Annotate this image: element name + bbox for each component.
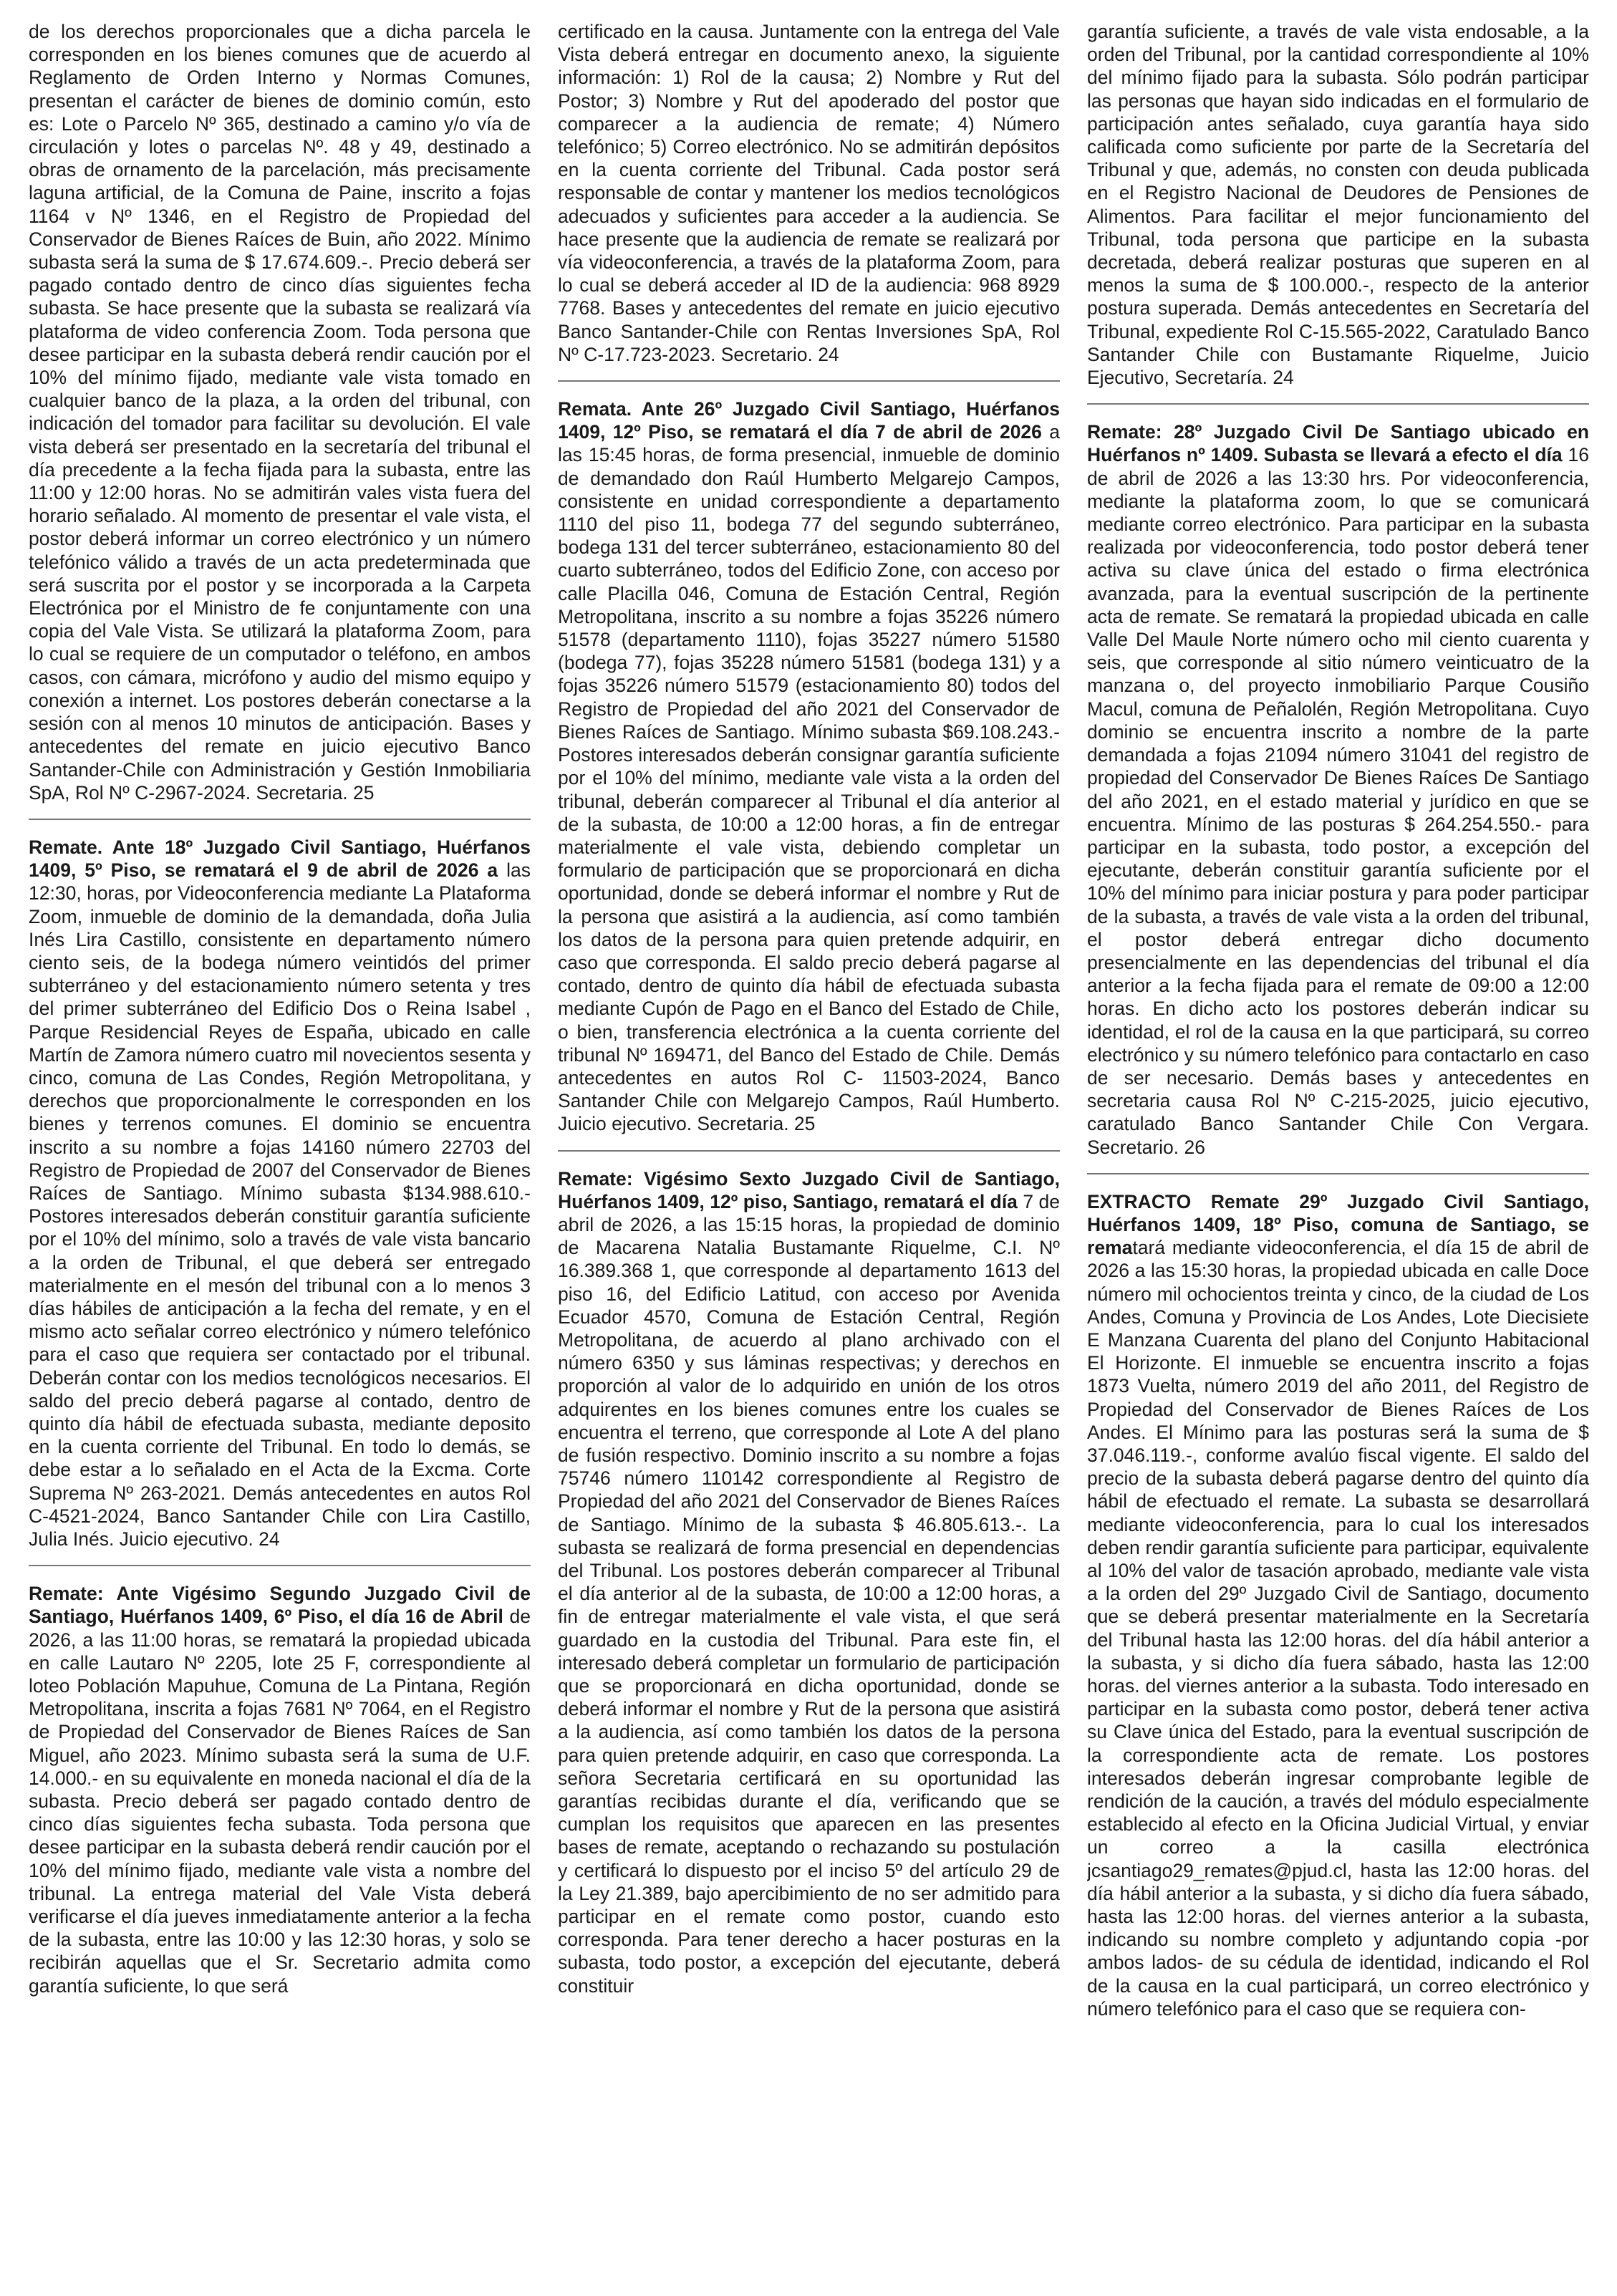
notice-remate-26-juzgado-latitud xyxy=(558,1167,1060,1997)
notice-divider xyxy=(29,819,531,820)
notice-text: certificado en la causa. Juntamente con la entrega del Vale Vista deberá entregar en documento anexo, la siguiente información: 1) Rol de la causa; 2) Nombre y Rut del Postor; 3) Nombre y Rut del apoderado del postor que comparecer a la audiencia de remate; 4) Número telefónico; 5) Correo electrónico. No se admitirán depósitos en la cuenta corriente del Tribunal. Cada postor será responsable de contar y mantener los medios tecnológicos adecuados y suficientes para acceder a la audiencia. Se hace presente que la audiencia de remate se realizará por vía videoconferencia, a través de la plataforma Zoom, para lo cual se deberá acceder al ID de la audiencia: 968 8929 7768. Bases y antecedentes del remate en juicio ejecutivo Banco Santander-Chile con Rentas Inversiones SpA, Rol Nº C-17.723-2023. Secretario. 24 xyxy=(558,21,1060,365)
notice-divider xyxy=(558,380,1060,382)
notice-extracto-29-juzgado xyxy=(1087,1190,1589,2020)
notice-text: garantía suficiente, a través de vale vista endosable, a la orden del Tribunal, por la cantidad correspondiente al 10% del mínimo fijado para la subasta. Sólo podrán participar las personas que hayan sido indicadas en el formulario de participación antes señalado, cuya garantía haya sido calificada como suficiente por parte de la Secretaría del Tribunal y que, además, no consten con deuda publicada en el Registro Nacional de Deudores de Pensiones de Alimentos. Para facilitar el mejor funcionamiento del Tribunal, toda persona que participe en la subasta decretada, deberá realizar posturas que superen en al menos la suma de $ 100.000.-, respecto de la anterior postura superada. Demás antecedentes en Secretaría del Tribunal, expediente Rol C-15.565-2022, Caratulado Banco Santander Chile con Bustamante Riquelme, Juicio Ejecutivo, Secretaría. 24 xyxy=(1087,21,1589,389)
column-2 xyxy=(558,20,1060,2283)
notice-divider xyxy=(558,1150,1060,1152)
notice-remate-18-juzgado xyxy=(29,836,531,1550)
notice-divider xyxy=(1087,403,1589,405)
notice-text: 7 de abril de 2026, a las 15:15 horas, la propiedad de dominio de Macarena Natalia Bustamante Riquelme, C.I. Nº 16.389.368 1, que corresponde al departamento 1613 del piso 16, del Edificio Latitud, con acceso por Avenida Ecuador 4570, Comuna de Estación Central, Región Metropolitana, de acuerdo al plano archivado con el número 6350 y sus láminas respectivas; y derechos en proporción al valor de lo adquirido en unión de los otros adquirentes en los bienes comunes entre los cuales se encuentra el terreno, que corresponde al Lote A del plano de fusión respectivo. Dominio inscrito a su nombre a fojas 75746 número 110142 correspondiente al Registro de Propiedad del año 2021 del Conservador de Bienes Raíces de Santiago. Mínimo de la subasta $ 46.805.613.-. La subasta se realizará de forma presencial en dependencias del Tribunal. Los postores deberán comparecer al Tribunal el día anterior al de la subasta, de 10:00 a 12:00 horas, a fin de entregar materialmente el vale vista, el que será guardado en la custodia del Tribunal. Para este fin, el interesado deberá completar un formulario de participación que se proporcionará en dicha oportunidad, donde se deberá informar el nombre y Rut de la persona que asistirá a la audiencia, así como también los datos de la persona para quien pretende adquirir, en caso que corresponda. La señora Secretaria certificará en su oportunidad las garantías recibidas durante el día, verificando que se cumplan los requisitos que aparecen en las presentes bases de remate, aceptando o rechazando su postulación y certificará lo dispuesto por el inciso 5º del artículo 29 de la Ley 21.389, bajo apercibimiento de no ser admitido para participar en el remate como postor, cuando esto corresponda. Para tener derecho a hacer posturas en la subasta, todo postor, a excepción del ejecutante, deberá constituir xyxy=(558,1190,1060,1997)
column-3 xyxy=(1087,20,1589,2283)
notice-remata-26-juzgado xyxy=(558,397,1060,1136)
notice-text: de los derechos proporcionales que a dicha parcela le corresponden en los bienes comunes que de acuerdo al Reglamento de Orden Interno y Normas Comunes, presentan el carácter de bienes de dominio común, esto es: Lote o Parcelo Nº 365, destinado a camino y/o vía de circulación y lotes o parcelas Nº. 48 y 49, destinado a obras de ornamento de la parcelación, más precisamente laguna artificial, de la Comuna de Paine, inscrito a fojas 1164 v Nº 1346, en el Registro de Propiedad del Conservador de Bienes Raíces de Buin, año 2022. Mínimo subasta será la suma de $ 17.674.609.-. Precio deberá ser pagado contado dentro de cinco días siguientes fecha subasta. Se hace presente que la subasta se realizará vía plataforma de video conferencia Zoom. Toda persona que desee participar en la subasta deberá rendir caución por el 10% del mínimo fijado, mediante vale vista tomado en cualquier banco de la plaza, a la orden del tribunal, con indicación del tomador para facilitar su devolución. El vale vista deberá ser presentado en la secretaría del tribunal el día precedente a la fecha fijada para la subasta, entre las 11:00 y 12:00 horas. No se admitirán vales vista fuera del horario señalado. Al momento de presentar el vale vista, el postor deberá informar un correo electrónico y un número telefónico válido a través de un acta predeterminada que será suscrita por el postor y se incorporada a la Carpeta Electrónica por el Ministro de fe conjuntamente con una copia del Vale Vista. Se utilizará la plataforma Zoom, para lo cual se requiere de un computador o teléfono, en ambos casos, con cámara, micrófono y audio del mismo equipo y conexión a internet. Los postores deberán conectarse a la sesión con al menos 10 minutos de anticipación. Bases y antecedentes del remate en juicio ejecutivo Banco Santander-Chile con Administración y Gestión Inmobiliaria SpA, Rol Nº C-2967-2024. Secretaria. 25 xyxy=(29,21,531,804)
notice-text: 16 de abril de 2026 a las 13:30 hrs. Por videoconferencia, mediante la plataforma zoom, lo que se comunicará mediante correo electrónico. Para participar en la subasta realizada por videoconferencia, todo postor deberá tener activa su clave única del estado o firma electrónica avanzada, para la eventual suscripción de la pertinente acta de remate. Se rematará la propiedad ubicada en calle Valle Del Maule Norte número ocho mil ciento cuarenta y seis, que corresponde al sitio número veinticuatro de la manzana o, del proyecto inmobiliario Parque Cousiño Macul, comuna de Peñalolén, Región Metropolitana. Cuyo dominio se encuentra inscrito a nombre de la parte demandada a fojas 21094 número 31041 del registro de propiedad del Conservador De Bienes Raíces De Santiago del año 2021, en el estado material y jurídico en que se encuentra. Mínimo de las posturas $ 264.254.550.- para participar en la subasta, todo postor, a excepción del ejecutante, deberán constituir garantía suficiente por el 10% del mínimo para iniciar postura y para poder participar de la subasta, a través de vale vista a la orden del tribunal, el postor deberá entregar dicho documento presencialmente en las dependencias del tribunal el día anterior a la fecha fijada para el remate de 09:00 a 12:00 horas. En dicho acto los postores deberán indicar su identidad, el rol de la causa en la que participará, su correo electrónico y su número telefónico para contactarlo en caso de ser necesario. Demás bases y antecedentes en secretaria causa Rol Nº C-215-2025, juicio ejecutivo, caratulado Banco Santander Chile Con Vergara. Secretario. 26 xyxy=(1087,444,1589,1158)
notice-heading: Remata. Ante 26º Juzgado Civil Santiago, Huérfanos 1409, 12º Piso, se rematará el día 7 de abril de 2026 xyxy=(558,398,1060,443)
notice-remate-22-juzgado xyxy=(29,1582,531,1997)
notice-heading: Remate: Vigésimo Sexto Juzgado Civil de Santiago, Huérfanos 1409, 12º piso, Santiago, rematará el día xyxy=(558,1167,1060,1212)
notice-text: tará mediante videoconferencia, el día 15 de abril de 2026 a las 15:30 horas, la propiedad ubicada en calle Doce número mil ochocientos treinta y cinco, de la ciudad de Los Andes, Comuna y Provincia de Los Andes, Lote Diecisiete E Manzana Cuarenta del plano del Conjunto Habitacional El Horizonte. El inmueble se encuentra inscrito a fojas 1873 Vuelta, número 2019 del año 2011, del Registro de Propiedad del Conservador de Bienes Raíces de Los Andes. El Mínimo para las posturas será la suma de $ 37.046.119.-, conforme avalúo fiscal vigente. El saldo del precio de la subasta deberá pagarse dentro del quinto día hábil de efectuado el remate. La subasta se desarrollará mediante videoconferencia, para lo cual los interesados deben rendir garantía suficiente para participar, equivalente al 10% del valor de tasación aprobado, mediante vale vista a la orden del 29º Juzgado Civil de Santiago, documento que se deberá presentar materialmente en la Secretaría del Tribunal hasta las 12:00 horas. del día hábil anterior a la subasta, y si dicho día fuera sábado, hasta las 12:00 horas. del viernes anterior a la subasta. Todo interesado en participar en la subasta como postor, deberá tener activa su Clave única del Estado, para la eventual suscripción de la correspondiente acta de remate. Los postores interesados deberán ingresar comprobante legible de rendición de la caución, a través del módulo especialmente establecido al efecto en la Oficina Judicial Virtual, y enviar un correo a la casilla electrónica jcsantiago29_remates@pjud.cl, hasta las 12:00 horas. del día hábil anterior a la subasta, y si dicho día fuera sábado, hasta las 12:00 horas. del viernes anterior a la subasta, indicando su nombre completo y adjuntando copia -por ambos lados- de su cédula de identidad, indicando el Rol de la causa en la cual participará, un correo electrónico y número telefónico para el caso que se requiera con- xyxy=(1087,1237,1589,2020)
notice-heading: EXTRACTO Remate 29º Juzgado Civil Santiago, Huérfanos 1409, 18º Piso, comuna de Santiago, se rema xyxy=(1087,1190,1589,1259)
notice-text: las 12:30, horas, por Videoconferencia mediante La Plataforma Zoom, inmueble de dominio de la demandada, doña Julia Inés Lira Castillo, consistente en departamento número ciento seis, de la bodega número veintidós del primer subterráneo y del estacionamiento número setenta y tres del primer subterráneo del Edificio Dos o Reina Isabel , Parque Residencial Reyes de España, ubicado en calle Martín de Zamora número cuatro mil novecientos sesenta y cinco, comuna de Las Condes, Región Metropolitana, y derechos que proporcionalmente le corresponden en los bienes y terrenos comunes. El dominio se encuentra inscrito a su nombre a fojas 14160 número 22703 del Registro de Propiedad de 2007 del Conservador de Bienes Raíces de Santiago. Mínimo subasta $134.988.610.- Postores interesados deberán constituir garantía suficiente por el 10% del mínimo, solo a través de vale vista bancario a la orden de Tribunal, el que deberá ser entregado materialmente en el mesón del tribunal con a lo menos 3 días hábiles de anticipación a la fecha del remate, y en el mismo acto señalar correo electrónico y número telefónico para el caso que requiera ser contactado por el tribunal. Deberán contar con los medios tecnológicos necesarios. El saldo del precio deberá pagarse al contado, dentro de quinto día hábil de efectuada subasta, mediante deposito en la cuenta corriente del Tribunal. En todo lo demás, se debe estar a lo señalado en el Acta de la Excma. Corte Suprema Nº 263-2021. Demás antecedentes en autos Rol C-4521-2024, Banco Santander Chile con Lira Castillo, Julia Inés. Juicio ejecutivo. 24 xyxy=(29,859,531,1550)
notice-divider xyxy=(1087,1173,1589,1174)
notice-heading: Remate: 28º Juzgado Civil De Santiago ubicado en Huérfanos nº 1409. Subasta se llevará a efecto el día xyxy=(1087,421,1589,466)
notice-continuation-26-juzgado-latitud xyxy=(1087,20,1589,389)
column-1 xyxy=(29,20,531,2283)
notice-heading: Remate: Ante Vigésimo Segundo Juzgado Civil de Santiago, Huérfanos 1409, 6º Piso, el día 16 de Abril xyxy=(29,1583,531,1628)
notice-text: de 2026, a las 11:00 horas, se rematará la propiedad ubicada en calle Lautaro Nº 2205, lote 25 F, correspondiente al loteo Población Mapuhue, Comuna de La Pintana, Región Metropolitana, inscrita a fojas 7681 Nº 7064, en el Registro de Propiedad del Conservador de Bienes Raíces de San Miguel, año 2023. Mínimo subasta será la suma de U.F. 14.000.- en su equivalente en moneda nacional el día de la subasta. Precio deberá ser pagado contado dentro de cinco días siguientes fecha subasta. Toda persona que desee participar en la subasta deberá rendir caución por el 10% del mínimo fijado, mediante vale vista a nombre del tribunal. La entrega material del Vale Vista deberá verificarse el día jueves inmediatamente anterior a la fecha de la subasta, entre las 10:00 y las 12:30 horas, y solo se recibirán aquellas que el Sr. Secretario admita como garantía suficiente, lo que será xyxy=(29,1606,531,1997)
legal-notices-page xyxy=(29,20,1590,2283)
notice-heading: Remate. Ante 18º Juzgado Civil Santiago, Huérfanos 1409, 5º Piso, se rematará el 9 de abril de 2026 a xyxy=(29,836,531,882)
notice-remate-28-juzgado xyxy=(1087,420,1589,1159)
notice-continuation-22-juzgado xyxy=(558,20,1060,366)
notice-text: a las 15:45 horas, de forma presencial, inmueble de dominio de demandado don Raúl Humberto Melgarejo Campos, consistente en unidad correspondiente a departamento 1110 del piso 11, bodega 77 del segundo subterráneo, bodega 131 del tercer subterráneo, estacionamiento 80 del cuarto subterráneo, todos del Edificio Zone, con acceso por calle Placilla 046, Comuna de Estación Central, Región Metropolitana, inscrito a su nombre a fojas 35226 número 51578 (departamento 1110), fojas 35227 número 51580 (bodega 77), fojas 35228 número 51581 (bodega 131) y a fojas 35226 número 51579 (estacionamiento 80) todos del Registro de Propiedad del año 2021 del Conservador de Bienes Raíces de Santiago. Mínimo subasta $69.108.243.- Postores interesados deberán consignar garantía suficiente por el 10% del mínimo, mediante vale vista a la orden del tribunal, deberán comparecer al Tribunal el día anterior al de la subasta, de 10:00 a 12:00 horas, a fin de entregar materialmente el vale vista, debiendo completar un formulario de participación que se proporcionará en dicha oportunidad, donde se deberá informar el nombre y Rut de la persona que asistirá a la audiencia, así como también los datos de la persona para quien pretende adquirir, en caso que corresponda. El saldo precio deberá pagarse al contado, dentro de quinto día hábil de efectuada subasta mediante Cupón de Pago en el Banco del Estado de Chile, o bien, transferencia electrónica a la cuenta corriente del tribunal Nº 169471, del Banco del Estado de Chile. Demás antecedentes en autos Rol C- 11503-2024, Banco Santander Chile con Melgarejo Campos, Raúl Humberto. Juicio ejecutivo. Secretaria. 25 xyxy=(558,421,1060,1135)
notice-divider xyxy=(29,1565,531,1566)
notice-continuation-paine xyxy=(29,20,531,804)
